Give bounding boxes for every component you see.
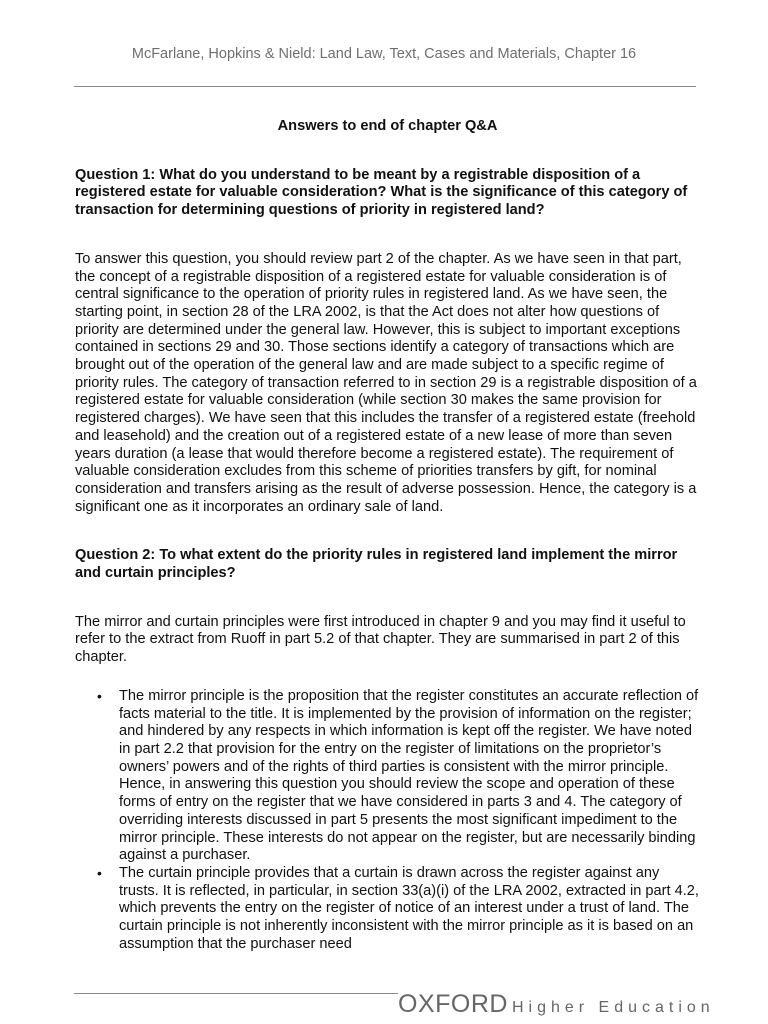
list-item-text: The curtain principle provides that a curtain is drawn across the register against any trusts. It is reflected, in particular, in section 33(a)(i) of the LRA 2002, extracted in part 4.2, which prevents the entry on the register of notice of an interest under a trust of land. The curtain principle is not inherently inconsistent with the mirror principle as it is based on an assumption that the purchaser need [119,864,699,952]
page-title: Answers to end of chapter Q&A [277,118,498,134]
bullet-icon: • [97,687,102,704]
document-body [75,118,700,953]
bullet-icon: • [97,864,102,881]
question-1-heading: Question 1: What do you understand to be meant by a registrable disposition of a registered estate for valuable consideration? What is the significance of this category of transaction for determining questions of priority in registered land? [75,166,688,219]
list-item [75,865,700,954]
list-item-text: The mirror principle is the proposition that the register constitutes an accurate reflection of facts material to the title. It is implemented by the provision of information on the register; and hindered by any respects in which information is kept off the register. We have noted in part 2.2 that provision for the entry on the register of limitations on the proprietor’s owners’ powers and of the rights of third parties is consistent with the mirror principle. Hence, in answering this question you should review the scope and operation of these forms of entry on the register that we have considered in parts 3 and 4. The category of overriding interests discussed in part 5 presents the most significant impediment to the mirror principle. These interests do not appear on the register, but are necessarily binding against a purchaser. [119,687,699,864]
brand-sub: Higher Education [511,999,715,1016]
brand-main: OXFORD [398,990,508,1018]
question-2-bullet-list [75,688,700,954]
question-2-intro: The mirror and curtain principles were first introduced in chapter 9 and you may find it useful to refer to the extract from Ruoff in part 5.2 of that chapter. They are summarised in part 2 of this chapter. [75,613,686,666]
oxford-higher-education-logo [398,990,715,1024]
header-divider [74,86,696,87]
question-2-heading: Question 2: To what extent do the priority rules in registered land implement the mirror and curtain principles? [75,547,678,582]
question-1-answer: To answer this question, you should review part 2 of the chapter. As we have seen in that part, the concept of a registrable disposition of a registered estate for valuable consideration is of central significance to the operation of priority rules in registered land. As we have seen, the starting point, in section 28 of the LRA 2002, is that the Act does not alter how questions of priority are determined under the general law. However, this is subject to important exceptions contained in sections 29 and 30. Those sections identify a category of transactions which are brought out of the operation of the general law and are made subject to a specific regime of priority rules. The category of transaction referred to in section 29 is a registrable disposition of a registered estate for valuable consideration (while section 30 makes the same provision for registered charges). We have seen that this includes the transfer of a registered estate (freehold and leasehold) and the creation out of a registered estate of a new lease of more than seven years duration (a lease that would therefore become a registered estate). The requirement of valuable consideration excludes from this scheme of priorities transfers by gift, for nominal consideration and transfers arising as the result of adverse possession. Hence, the category is a significant one as it incorporates an ordinary sale of land. [75,250,697,515]
running-header: McFarlane, Hopkins & Nield: Land Law, Text, Cases and Materials, Chapter 16 [131,46,637,62]
list-item [75,688,700,865]
